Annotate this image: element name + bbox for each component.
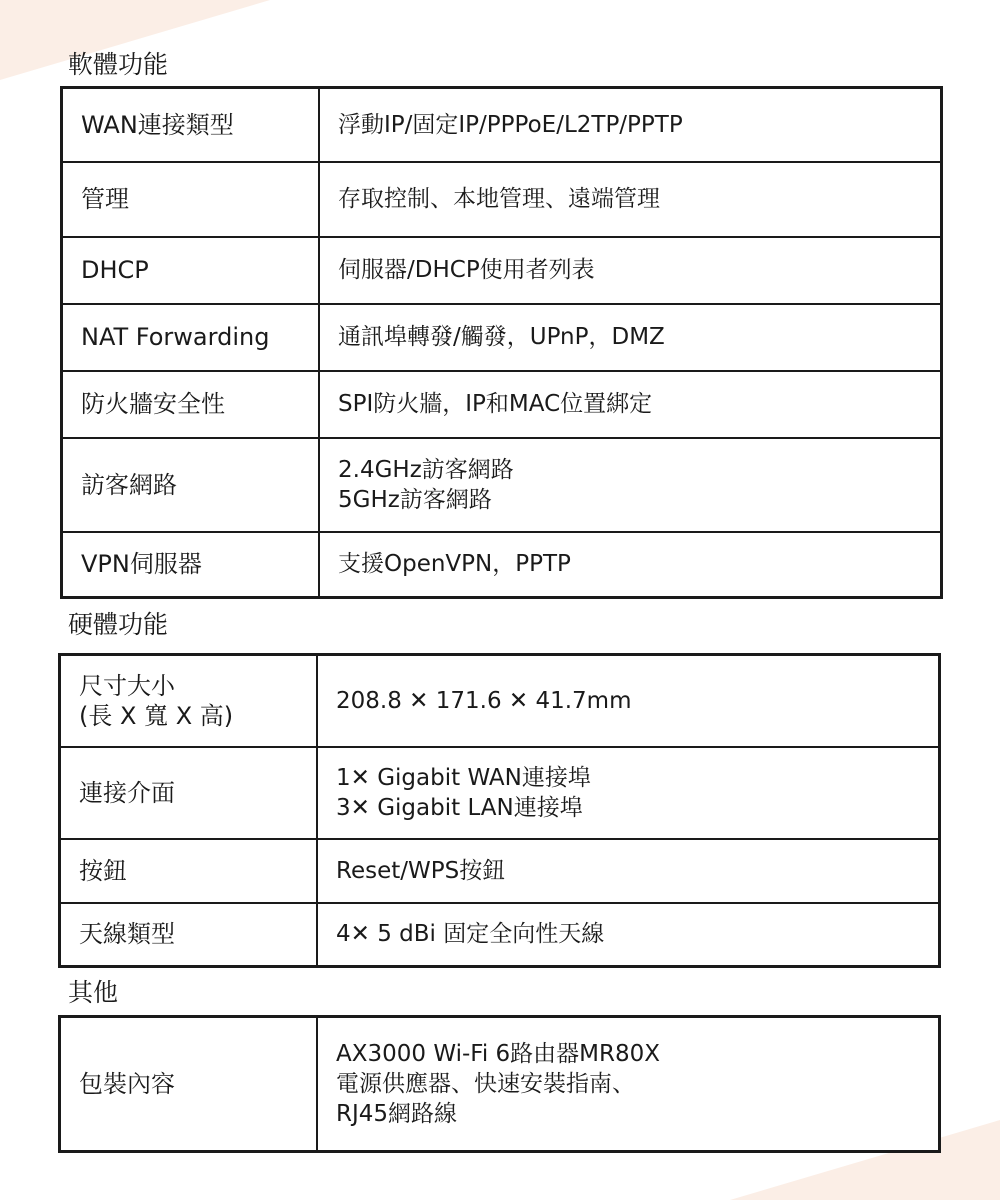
table-row [60,903,940,967]
spec-value: 4✕ 5 dBi 固定全向性天線 [317,903,940,967]
spec-label: VPN伺服器 [62,532,320,598]
spec-label: 訪客網路 [62,438,320,532]
spec-value: AX3000 Wi-Fi 6路由器MR80X 電源供應器、快速安裝指南、 RJ45網路線 [317,1017,940,1152]
table-row [62,237,942,304]
spec-label: DHCP [62,237,320,304]
spec-value: 1✕ Gigabit WAN連接埠 3✕ Gigabit LAN連接埠 [317,747,940,839]
software-section-title: 軟體功能 [68,50,169,79]
table-row [62,532,942,598]
spec-value: SPI防火牆，IP和MAC位置綁定 [319,371,942,438]
hardware-spec-table [58,653,941,968]
spec-value: 2.4GHz訪客網路 5GHz訪客網路 [319,438,942,532]
table-row [62,88,942,162]
spec-label: 按鈕 [60,839,318,903]
spec-label: NAT Forwarding [62,304,320,371]
table-row [62,438,942,532]
software-spec-table [60,86,943,599]
spec-value: 伺服器/DHCP使用者列表 [319,237,942,304]
table-row [62,162,942,237]
spec-value: 208.8 ✕ 171.6 ✕ 41.7mm [317,655,940,747]
other-section-title: 其他 [68,978,119,1007]
table-row [60,839,940,903]
hardware-section-title: 硬體功能 [68,610,169,639]
spec-label: 尺寸大小 (長 X 寬 X 高) [60,655,318,747]
spec-value: 浮動IP/固定IP/PPPoE/L2TP/PPTP [319,88,942,162]
other-spec-table [58,1015,941,1153]
spec-label: 連接介面 [60,747,318,839]
spec-value: Reset/WPS按鈕 [317,839,940,903]
table-row [62,371,942,438]
spec-value: 通訊埠轉發/觸發，UPnP，DMZ [319,304,942,371]
table-row [60,655,940,747]
spec-label: WAN連接類型 [62,88,320,162]
spec-value: 支援OpenVPN，PPTP [319,532,942,598]
table-row [60,1017,940,1152]
spec-value: 存取控制、本地管理、遠端管理 [319,162,942,237]
spec-label: 管理 [62,162,320,237]
spec-label: 防火牆安全性 [62,371,320,438]
spec-label: 天線類型 [60,903,318,967]
spec-label: 包裝內容 [60,1017,318,1152]
table-row [60,747,940,839]
table-row [62,304,942,371]
